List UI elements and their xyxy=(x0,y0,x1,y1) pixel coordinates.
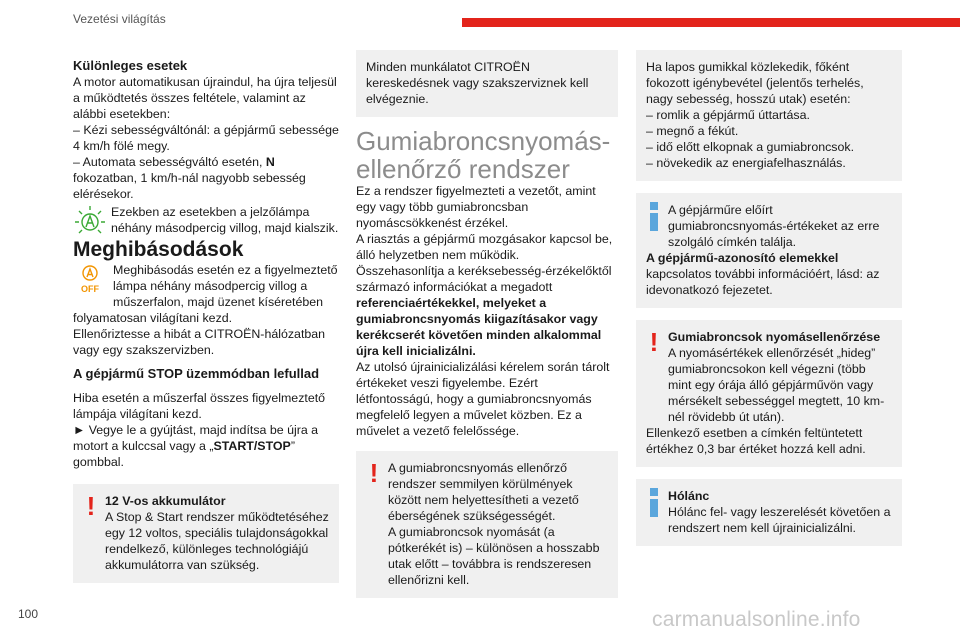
pressure-check-body-1: A nyomásértékek ellenőrzését „hideg” gumiabroncsokon kell végezni (több mint egy órája álló gépjárművön vagy mérsékelt sebességgel megtett, 10 km-nél rövidebb út után). xyxy=(668,346,885,424)
warning-exclamation-icon: ! xyxy=(86,491,96,521)
pressure-check-box xyxy=(636,320,902,467)
warning-exclamation-icon: ! xyxy=(649,327,659,357)
tpms-warning-text-1: A gumiabroncsnyomás ellenőrző rendszer semmilyen körülmények között nem helyettesítheti a vezető éberségének szükségességét. xyxy=(388,461,579,523)
battery-warning-body: A Stop & Start rendszer működtetéséhez egy 12 voltos, speciális tulajdonságokkal rendelkező, különleges technológiájú akkumulátorra van szükség. xyxy=(105,510,329,572)
tpms-warning-box xyxy=(356,451,618,598)
stall-body: Hiba esetén a műszerfal összes figyelmeztető lámpája világítani kezd. xyxy=(73,391,326,421)
info-icon xyxy=(650,488,658,517)
label-info-tail: kapcsolatos további információért, lásd: az idevonatkozó fejezetet. xyxy=(646,267,880,297)
label-info-bold: A gépjármű-azonosító elemekkel xyxy=(646,251,839,265)
info-icon xyxy=(650,202,658,231)
label-info-box xyxy=(636,193,902,308)
stall-step: ► Vegye le a gyújtást, majd indítsa be újra a motort a kulccsal vagy a „START/STOP” gombbal. xyxy=(73,423,319,469)
pressure-check-title: Gumiabroncsok nyomásellenőrzése xyxy=(668,330,881,344)
special-cases-item-1: – Kézi sebességváltónál: a gépjármű sebessége 4 km/h fölé megy. xyxy=(73,123,339,153)
low-pressure-box xyxy=(636,50,902,181)
site-watermark: carmanualsonline.info xyxy=(652,608,861,631)
column-middle xyxy=(356,50,618,608)
faults-heading: Meghibásodások xyxy=(73,238,244,261)
battery-warning-box xyxy=(73,484,339,583)
tpms-paragraph-4: Az utolsó újrainicializálási kérelem során tárolt értékeket veszi figyelembe. Ezért létfontosságú, hogy a gumiabroncsnyomás megfelelő legyen a művelet közben. Ez a művelet a vezető felelőssége. xyxy=(356,360,610,438)
low-pressure-item: – megnő a fékút. xyxy=(646,124,739,138)
stall-heading: A gépjármű STOP üzemmódban lefullad xyxy=(73,366,320,381)
dealer-note-text: Minden munkálatot CITROËN kereskedésnek vagy szakszerviznek kell elvégeznie. xyxy=(366,60,589,106)
tpms-paragraph-1: Ez a rendszer figyelmezteti a vezetőt, amint egy vagy több gumiabroncsban nyomáscsökkenést érzékel. xyxy=(356,184,596,230)
auto-light-note-text: Ezekben az esetekben a jelzőlámpa néhány másodpercig villog, majd kialszik. xyxy=(111,205,339,235)
pressure-check-body-2: Ellenkező esetben a címkén feltüntetett értékhez 0,3 bar értéket hozzá kell adni. xyxy=(646,426,866,456)
header-accent-bar xyxy=(462,18,960,27)
low-pressure-item: – idő előtt elkopnak a gumiabroncsok. xyxy=(646,140,855,154)
special-cases-heading: Különleges esetek xyxy=(73,58,188,73)
tpms-heading: Gumiabroncsnyomás-ellenőrző rendszer xyxy=(356,126,611,184)
tpms-warning-text-2: A gumiabroncsok nyomását (a pótkerékét is) – különösen a hosszabb utak előtt – továbbra is rendszeresen ellenőrizni kell. xyxy=(388,525,600,587)
special-cases-item-2: – Automata sebességváltó esetén, N fokozatban, 1 km/h-nál nagyobb sebesség elérésekor. xyxy=(73,155,306,201)
svg-text:OFF: OFF xyxy=(81,284,99,294)
battery-warning-title: 12 V-os akkumulátor xyxy=(105,494,226,508)
snow-chain-box xyxy=(636,479,902,546)
auto-stop-start-icon xyxy=(73,204,107,238)
tpms-paragraph-2: A riasztás a gépjármű mozgásakor kapcsol be, álló helyzetben nem működik. xyxy=(356,232,613,262)
low-pressure-item: – növekedik az energiafelhasználás. xyxy=(646,156,846,170)
low-pressure-intro: Ha lapos gumikkal közlekedik, főként fokozott igénybevétel (jelentős terhelés, nagy sebesség, hosszú utak) esetén: xyxy=(646,60,864,106)
fault-light-note-text: Meghibásodás esetén ez a figyelmeztető lámpa néhány másodpercig villog a műszerfalon, majd üzenet kíséretében folyamatosan világítani kezd. xyxy=(73,263,338,325)
low-pressure-item: – romlik a gépjármű úttartása. xyxy=(646,108,810,122)
page-number: 100 xyxy=(18,607,39,621)
column-right xyxy=(636,50,902,556)
snow-chain-title: Hólánc xyxy=(668,489,710,503)
running-header: Vezetési világítás xyxy=(73,12,166,26)
special-cases-body: A motor automatikusan újraindul, ha újra teljesül a működtetés összes feltétele, valamint az alábbi esetekben: xyxy=(73,75,337,121)
stop-start-off-icon xyxy=(73,262,107,296)
snow-chain-body: Hólánc fel- vagy leszerelését követően a rendszert nem kell újrainicializálni. xyxy=(668,505,891,535)
faults-body: Ellenőriztesse a hibát a CITROËN-hálózatban vagy egy szakszervizben. xyxy=(73,327,326,357)
dealer-note-box xyxy=(356,50,618,117)
auto-light-note xyxy=(73,204,339,238)
warning-exclamation-icon: ! xyxy=(369,458,379,488)
tpms-paragraph-3: Összehasonlítja a keréksebesség-érzékelőktől származó információkat a megadott referenciaértékekkel, melyeket a gumiabroncsnyomás kiigazításakor vagy kerékcserét követően minden alkalommal újra kell inicializálni. xyxy=(356,264,612,358)
label-info-text: A gépjárműre előírt gumiabroncsnyomás-értékeket az erre szolgáló címkén találja. xyxy=(668,203,880,249)
fault-light-note xyxy=(73,262,339,326)
column-left xyxy=(73,50,339,593)
